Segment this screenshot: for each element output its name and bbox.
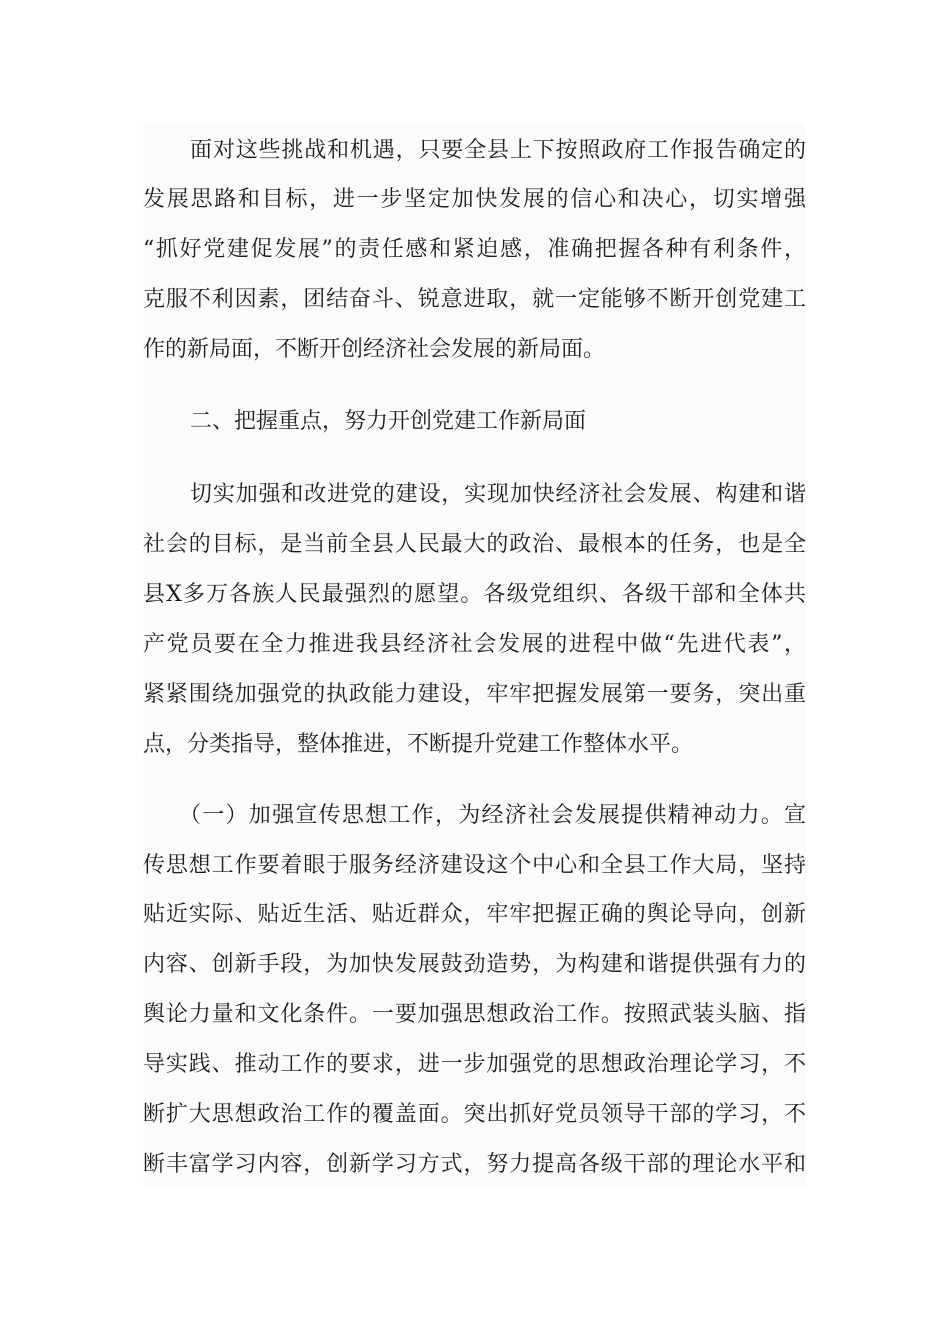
paragraph-line: 点，分类指导，整体推进，不断提升党建工作整体水平。 <box>143 732 694 757</box>
paragraph-line: 紧紧围绕加强党的执政能力建设，牢牢把握发展第一要务，突出重 <box>143 682 806 707</box>
paragraph-line: 发展思路和目标，进一步坚定加快发展的信心和决心，切实增强 <box>143 187 806 212</box>
paragraph-line: 作的新局面，不断开创经济社会发展的新局面。 <box>143 337 606 362</box>
paragraph-line: 产党员要在全力推进我县经济社会发展的进程中做“先进代表”， <box>143 632 806 657</box>
paragraph-line: 贴近实际、贴近生活、贴近群众，牢牢把握正确的舆论导向，创新 <box>143 902 806 927</box>
paragraph-line: 内容、创新手段，为加快发展鼓劲造势，为构建和谐提供强有力的 <box>143 952 806 977</box>
paragraph-line: 断丰富学习内容，创新学习方式，努力提高各级干部的理论水平和 <box>143 1152 806 1177</box>
paragraph-line: 克服不利因素，团结奋斗、锐意进取，就一定能够不断开创党建工 <box>143 287 806 312</box>
paragraph-line: （一）加强宣传思想工作，为经济社会发展提供精神动力。宣 <box>179 803 806 828</box>
paragraph-line: “抓好党建促发展”的责任感和紧迫感，准确把握各种有利条件， <box>143 237 806 262</box>
paragraph-line: 舆论力量和文化条件。一要加强思想政治工作。按照武装头脑、指 <box>143 1002 806 1027</box>
paragraph-line: 面对这些挑战和机遇，只要全县上下按照政府工作报告确定的 <box>190 138 806 163</box>
paragraph-line: 切实加强和改进党的建设，实现加快经济社会发展、构建和谐 <box>190 482 806 507</box>
section-heading: 二、把握重点，努力开创党建工作新局面 <box>190 409 587 434</box>
paragraph-line: 县X多万各族人民最强烈的愿望。各级党组织、各级干部和全体共 <box>143 582 806 607</box>
paragraph-line: 断扩大思想政治工作的覆盖面。突出抓好党员领导干部的学习，不 <box>143 1102 806 1127</box>
document-page <box>143 123 806 1186</box>
paragraph-line: 导实践、推动工作的要求，进一步加强党的思想政治理论学习，不 <box>143 1052 806 1077</box>
paragraph-line: 传思想工作要着眼于服务经济建设这个中心和全县工作大局，坚持 <box>143 853 806 878</box>
paragraph-line: 社会的目标，是当前全县人民最大的政治、最根本的任务，也是全 <box>143 532 806 557</box>
